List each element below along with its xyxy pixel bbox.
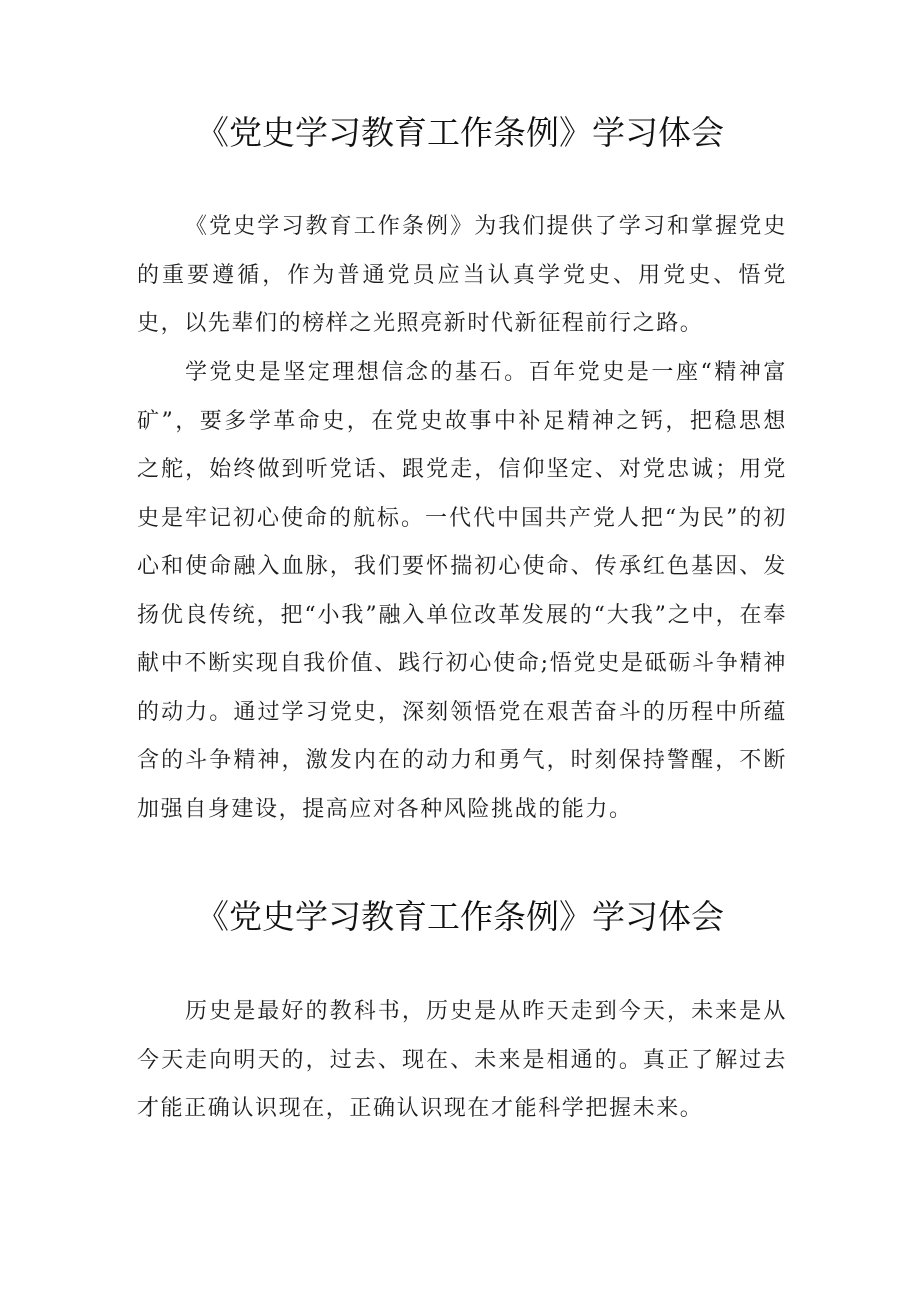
- section-1-paragraph-2: 学党史是坚定理想信念的基石。百年党史是一座“精神富矿”，要多学革命史，在党史故事中补足精神之钙，把稳思想之舵，始终做到听党话、跟党走，信仰坚定、对党忠诚；用党史是牢记初心使命的航标。一代代中国共产党人把“为民”的初心和使命融入血脉，我们要怀揣初心使命、传承红色基因、发扬优良传统，把“小我”融入单位改革发展的“大我”之中，在奉献中不断实现自我价值、践行初心使命;悟党史是砥砺斗争精神的动力。通过学习党史，深刻领悟党在艰苦奋斗的历程中所蕴含的斗争精神，激发内在的动力和勇气，时刻保持警醒，不断加强自身建设，提高应对各种风险挑战的能力。: [137, 360, 787, 822]
- section-1-paragraph-1: 《党史学习教育工作条例》为我们提供了学习和掌握党史的重要遵循，作为普通党员应当认真学党史、用党史、悟党史，以先辈们的榜样之光照亮新时代新征程前行之路。: [137, 214, 787, 336]
- section-2-paragraph-1: 历史是最好的教科书，历史是从昨天走到今天，未来是从今天走向明天的，过去、现在、未来是相通的。真正了解过去才能正确认识现在，正确认识现在才能科学把握未来。: [137, 999, 787, 1121]
- section-1-title: 《党史学习教育工作条例》学习体会: [196, 113, 724, 152]
- section-2-title: 《党史学习教育工作条例》学习体会: [196, 897, 724, 936]
